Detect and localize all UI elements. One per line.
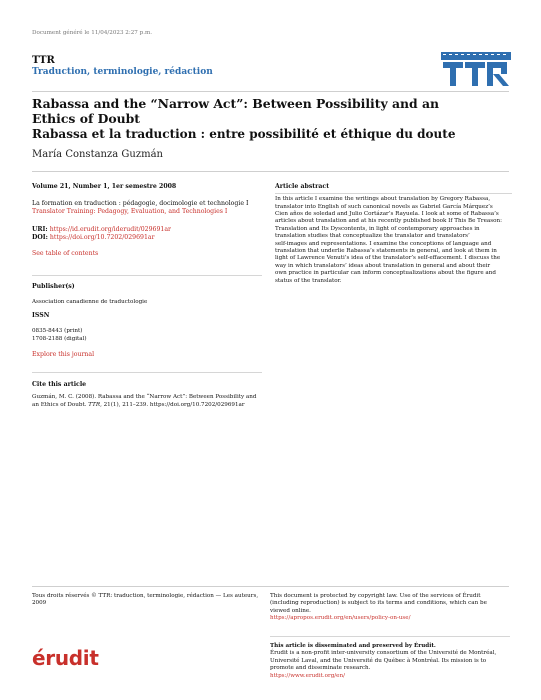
dissemination-line3: promote and disseminate research. — [270, 665, 371, 672]
issue-title-fr: La formation en traduction : pédagogie, docimologie et technologie I — [32, 200, 249, 208]
journal-logo — [441, 52, 511, 86]
doi-link[interactable]: https://doi.org/10.7202/029691ar — [49, 233, 155, 241]
journal-full: Traduction, terminologie, rédaction — [32, 67, 213, 77]
article-title-en-line1: Rabassa and the “Narrow Act”: Between Possibility and an — [32, 96, 440, 111]
dissemination-line1: Érudit is a non-profit inter-university consortium of the Université de Montréal, — [270, 650, 497, 657]
abstract-line: translator into English of such canonical novels as Gabriel García Márquez’s — [275, 203, 493, 210]
citation-journal: TTR — [88, 401, 101, 408]
abstract-section — [275, 183, 512, 285]
issue-title-en: Translator Training: Pedagogy, Evaluation, and Technologies I — [32, 208, 228, 216]
abstract-divider — [275, 193, 512, 194]
header-divider — [32, 91, 509, 92]
abstract-line: self-images and representations. I examine the conceptions of language and — [275, 240, 492, 247]
copyright-notice — [270, 593, 510, 623]
issn-label: ISSN — [32, 312, 50, 319]
dissemination-heading: This article is disseminated and preserved by Érudit. — [270, 643, 436, 649]
abstract-line: translation studies that conceptualize the translator and translators’ — [275, 233, 470, 240]
doi-row — [32, 234, 262, 242]
cite-section — [32, 381, 267, 409]
abstract-line: articles about translation and at his recently published book If This Be Treason: — [275, 218, 502, 225]
explore-journal-link[interactable]: Explore this journal — [32, 351, 95, 359]
abstract-line: translation that underlie Rabassa’s statements in general, and look at them in — [275, 248, 497, 255]
citation-part-c: , 21(1), 211–239. https://doi.org/10.7202/029691ar — [100, 401, 245, 408]
rights-notice — [32, 593, 267, 608]
footer-right-divider — [270, 636, 510, 637]
issn-section — [32, 312, 262, 359]
abstract-body — [275, 196, 512, 285]
copyright-line3: viewed online. — [270, 607, 311, 614]
abstract-line: Translation and Its Dyscontents, in light of contemporary approaches in — [275, 225, 480, 232]
issn-print: 0835-8443 (print) — [32, 328, 83, 335]
cite-label: Cite this article — [32, 381, 87, 388]
doi-label: DOI: — [32, 233, 48, 241]
copyright-line1: This document is protected by copyright law. Use of the services of Érudit — [270, 593, 481, 599]
generated-date: Document généré le 11/04/2023 2:27 p.m. — [32, 30, 153, 36]
publisher-label: Publisher(s) — [32, 283, 75, 290]
left-divider-2 — [32, 372, 262, 373]
dissemination-line2: Université Laval, and the Université du Québec à Montréal. Its mission is to — [270, 657, 487, 664]
rights-line2: 2009 — [32, 600, 47, 607]
left-column — [32, 183, 262, 258]
abstract-line: light of Lawrence Venuti’s idea of the translator’s self-effacement. I discuss the — [275, 255, 501, 262]
erudit-logo[interactable]: érudit — [32, 646, 99, 670]
abstract-line: status of the translator. — [275, 277, 342, 284]
abstract-line: Cien años de soledad and Julio Cortázar’s Rayuela. I look at some of Rabassa’s — [275, 211, 499, 218]
citation-line2 — [32, 402, 267, 409]
copyright-line2: (including reproduction) is subject to its terms and conditions, which can be — [270, 600, 487, 607]
citation-line1: Guzmán, M. C. (2008). Rabassa and the “Narrow Act”: Between Possibility and — [32, 394, 257, 401]
uri-row — [32, 226, 262, 234]
publisher-name: Association canadienne de traductologie — [32, 299, 148, 306]
article-title-en-line2: Ethics of Doubt — [32, 111, 141, 126]
left-divider-1 — [32, 275, 262, 276]
erudit-site-link[interactable]: https://www.erudit.org/en/ — [270, 672, 345, 679]
abstract-line: way in which translators’ ideas about translation in general and about their — [275, 262, 491, 269]
citation-part-a: an Ethics of Doubt. — [32, 401, 89, 408]
publisher-section — [32, 283, 262, 307]
uri-label: URI: — [32, 225, 48, 233]
journal-abbr: TTR — [32, 55, 55, 66]
abstract-line: In this article I examine the writings about translation by Gregory Rabassa, — [275, 196, 491, 203]
article-title-en — [32, 96, 502, 126]
article-author: María Constanza Guzmán — [32, 149, 163, 160]
dissemination-notice — [270, 643, 515, 680]
title-divider — [32, 171, 509, 172]
table-of-contents-link[interactable]: See table of contents — [32, 250, 99, 258]
rights-line1: Tous droits réservés © TTR: traduction, terminologie, rédaction — Les auteurs, — [32, 593, 259, 599]
abstract-label: Article abstract — [275, 183, 330, 190]
issn-digital: 1708-2188 (digital) — [32, 335, 87, 342]
policy-link[interactable]: https://apropos.erudit.org/en/users/policy-on-use/ — [270, 615, 411, 622]
uri-link[interactable]: https://id.erudit.org/iderudit/029691ar — [49, 225, 171, 233]
volume-info: Volume 21, Number 1, 1er semestre 2008 — [32, 183, 177, 190]
article-title-fr: Rabassa et la traduction : entre possibilité et éthique du doute — [32, 127, 456, 141]
footer-divider — [32, 586, 509, 587]
abstract-line: own practice in particular can inform conceptualizations about the figure and — [275, 270, 496, 277]
